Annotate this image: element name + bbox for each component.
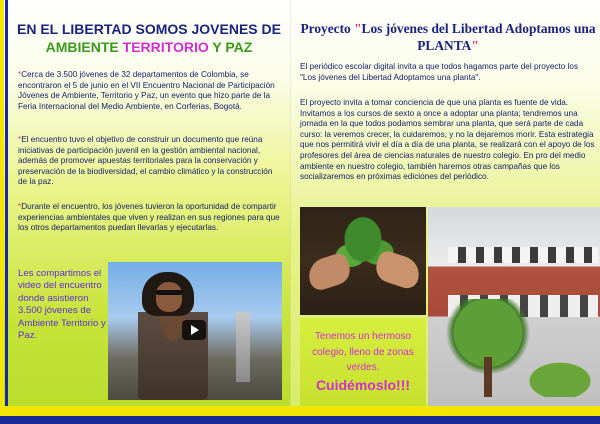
message-line1: Tenemos un hermoso colegio, lleno de zonas verdes. [312, 331, 414, 373]
paragraph-experiencias [18, 202, 280, 234]
quote-close: " [471, 38, 479, 53]
upper-windows [448, 247, 598, 263]
left-hand [304, 251, 353, 293]
bullet-asterisk: * [18, 70, 22, 79]
left-yellow-stripe [0, 0, 4, 424]
left-title [14, 20, 284, 56]
bullet-asterisk: * [18, 135, 22, 144]
message-line2: Cuidémoslo!!! [315, 376, 411, 393]
bottom-blue-stripe [0, 416, 600, 424]
title-word-territorio: TERRITORIO [122, 39, 209, 55]
bottom-yellow-stripe [0, 406, 600, 416]
paragraph-invitacion: El periódico escolar digital invita a que todos hagamos parte del proyecto los "Los jóvenes del Libertad Adoptamos una planta". [300, 62, 579, 82]
right-title [300, 20, 596, 54]
paragraph-text: Cerca de 3.500 jóvenes de 32 departamentos de Colombia, se encontraron el 5 de junio en el VII Encuentro Nacional de Participación Jóvenes de Ambiente, Territorio y Paz, un evento que hizo parte de la Feria Internacional del Medio Ambiente, en Corferias, Bogotá. [18, 70, 275, 111]
paragraph-proyecto: El proyecto invita a tomar conciencia de que una planta es fuente de vida. Invitamos a los cursos de sexto a once a adoptar una planta; tendremos una jornada en la que todos podamos sembrar una planta, que será parte de cada curso: la veremos crecer, la cuidaremos, y no la dejaremos morir. Esta estrategia que nos permitirá vivir el día a día de una planta, se realizará con el apoyo de los profesores del área de ciencias naturales de nuestro colegio. En pro del medio ambiente en nuestro colegio, también haremos otras campañas que los socializaremos en próximas ediciones del periódico. [300, 98, 595, 182]
title-prefix: Proyecto [300, 21, 355, 36]
column-divider [290, 0, 291, 406]
speaker-glasses [156, 290, 182, 295]
left-blue-stripe [5, 0, 8, 424]
bullet-asterisk: * [18, 202, 22, 211]
left-title-line2 [14, 38, 284, 56]
green-message [300, 329, 426, 393]
bush [520, 357, 600, 397]
speaker-face [156, 282, 182, 312]
paragraph-text: Durante el encuentro, los jóvenes tuvieron la oportunidad de compartir experiencias ambientales que viven y realizan en sus regiones para que los otros departamentos puedan llevarlas y ejecutarlas. [18, 202, 280, 233]
video-caption: Les compartimos el video del encuentro donde asistieron 3.500 jóvenes de Ambiente Territorio y Paz. [18, 268, 106, 342]
title-word-paz: PAZ [225, 39, 253, 55]
tower-image [236, 312, 250, 382]
paragraph-objetivo [18, 135, 280, 188]
play-icon[interactable] [182, 320, 206, 340]
planting-hands-image [300, 207, 426, 315]
paragraph-text: El encuentro tuvo el objetivo de construir un documento que reúna iniciativas de participación juvenil en la gestión ambiental nacional, además de promover apuestas territoriales para la conservación y preservación de la biodiversidad, el cambio climático y la construcción de la paz. [18, 135, 273, 187]
tree-trunk [484, 357, 492, 397]
quote-open: " [354, 21, 362, 36]
title-word-ambiente: AMBIENTE [45, 39, 119, 55]
title-main: Los jóvenes del Libertad Adoptamos una PLANTA [361, 21, 596, 53]
title-word-y: Y [212, 39, 222, 55]
left-title-line1: EN EL LIBERTAD SOMOS JOVENES DE [17, 21, 281, 37]
video-player[interactable] [108, 262, 282, 400]
school-building-image [428, 207, 600, 406]
paragraph-encuentro [18, 70, 280, 112]
right-hand [372, 249, 423, 291]
